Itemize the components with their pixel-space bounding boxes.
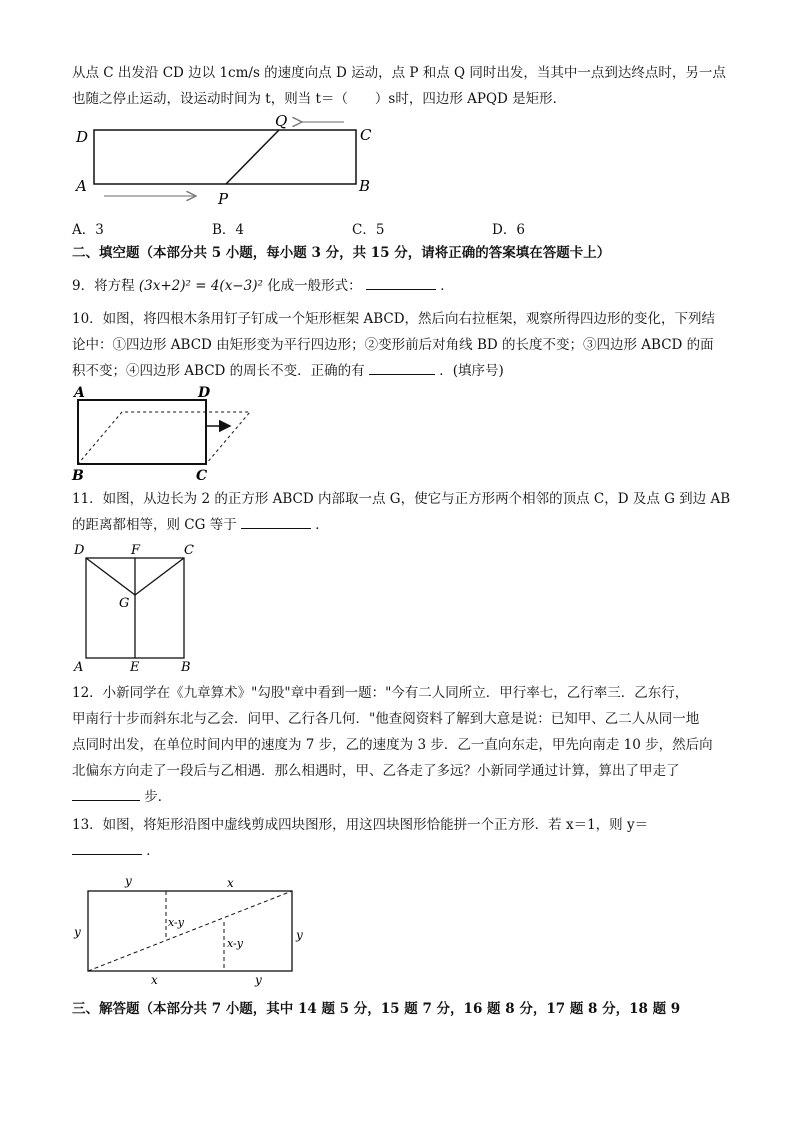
q10-line-2: 论中：①四边形 ABCD 由矩形变为平行四边形；②变形前后对角线 BD 的长度不变；③四边形 ABCD 的面 xyxy=(72,337,714,353)
q8-rectangle-figure xyxy=(72,112,382,212)
q13-answer-blank xyxy=(72,838,142,855)
q8-line-2: 也随之停止运动，设运动时间为 t，则当 t＝（ ）s时，四边形 APQD 是矩形． xyxy=(72,91,567,107)
q9-text xyxy=(72,273,722,299)
q8-label-q: Q xyxy=(275,112,288,130)
q13-label-bottom-y: y xyxy=(255,973,262,987)
q11-label-a: A xyxy=(74,660,84,675)
q13-label-top-y: y xyxy=(125,874,132,888)
q10-frame-figure xyxy=(70,384,260,484)
section-2-heading: 二、填空题（本部分共 5 小题，每小题 3 分，共 15 分，请将正确的答案填在答题卡上） xyxy=(72,245,611,261)
q11-answer-blank xyxy=(241,512,311,529)
q8-label-p: P xyxy=(218,190,229,208)
q10-answer-blank xyxy=(369,358,435,375)
q12-line-1: 12．小新同学在《九章算术》"勾股"章中看到一题："今有二人同所立．甲行率七，乙行率三．乙东行， xyxy=(72,685,689,701)
q10-rect-abcd xyxy=(78,400,206,464)
q10-label-c: C xyxy=(196,468,208,484)
q8-choice-a: A．3 xyxy=(72,222,104,238)
q12-line-2: 甲南行十步而斜东北与乙会．问甲、乙行各几何．"他查阅资料了解到大意是说：已知甲、乙二人从同一地 xyxy=(72,711,700,727)
q10-line-3a: 积不变；④四边形 ABCD 的周长不变．正确的有 xyxy=(72,363,365,379)
q11-label-g: G xyxy=(119,596,130,611)
q11-label-c: C xyxy=(184,543,194,558)
q12-line-3: 点同时出发，在单位时间内甲的速度为 7 步，乙的速度为 3 步．乙一直向东走，甲先向南走 10 步，然后向 xyxy=(72,737,713,753)
q8-line-1: 从点 C 出发沿 CD 边以 1cm/s 的速度向点 D 运动，点 P 和点 Q 同时出发，当其中一点到达终点时，另一点 xyxy=(72,65,726,81)
q8-text xyxy=(72,60,726,112)
q9-suffix: 化成一般形式： xyxy=(267,278,362,294)
q10-label-b: B xyxy=(72,468,84,484)
q10-label-a: A xyxy=(74,385,85,401)
q11-line-2a: 的距离都相等，则 CG 等于 xyxy=(72,517,237,533)
q11-line-1: 11．如图，从边长为 2 的正方形 ABCD 内部取一点 G，使它与正方形两个相邻的顶点 C，D 及点 G 到边 AB xyxy=(72,491,731,507)
q8-segment-pq xyxy=(226,130,279,184)
q8-label-b: B xyxy=(359,177,371,195)
q13-line-1: 13．如图，将矩形沿图中虚线剪成四块图形，用这四块图形恰能拼一个正方形．若 x＝1，则 y＝ xyxy=(72,817,649,833)
q11-square-figure xyxy=(70,540,210,676)
q11-line-2b: ． xyxy=(315,517,329,533)
q10-label-d: D xyxy=(198,385,211,401)
q11-label-d: D xyxy=(74,543,85,558)
q9-answer-blank xyxy=(366,273,436,290)
q13-label-mid-right: x-y xyxy=(227,937,243,950)
q12-line-5: 步． xyxy=(144,789,172,805)
q8-label-a: A xyxy=(76,177,87,195)
q9-end: ． xyxy=(440,278,454,294)
q11-text xyxy=(72,486,731,538)
q13-label-left-y: y xyxy=(74,925,81,939)
q8-choice-c: C．5 xyxy=(352,222,385,238)
q13-label-right-y: y xyxy=(296,928,303,942)
q11-segment-dg xyxy=(86,558,135,595)
q8-label-c: C xyxy=(360,126,372,144)
q12-line-4: 北偏东方向走了一段后与乙相遇．那么相遇时，甲、乙各走了多远？小新同学通过计算，算出了甲走了 xyxy=(72,763,680,779)
q13-text xyxy=(72,812,722,864)
q8-choice-d: D．6 xyxy=(492,222,525,238)
q12-answer-blank xyxy=(72,784,140,801)
q13-label-bottom-x: x xyxy=(151,973,158,987)
q12-text xyxy=(72,680,722,810)
q8-rect-abcd xyxy=(94,130,356,184)
section-3-heading: 三、解答题（本部分共 7 小题，其中 14 题 5 分，15 题 7 分，16 题 8 分，17 题 8 分，18 题 9 xyxy=(72,1001,681,1017)
q10-line-3b: ．(填序号) xyxy=(439,363,504,379)
q9-equation: (3x+2)² = 4(x−3)² xyxy=(138,278,263,294)
q10-parallelogram xyxy=(78,412,250,464)
q10-text xyxy=(72,306,722,384)
q13-cut-diagonal xyxy=(88,891,292,971)
q11-segment-cg xyxy=(135,558,184,595)
q8-label-d: D xyxy=(76,128,89,146)
q9-prefix: 9．将方程 xyxy=(72,278,135,294)
q13-line-2: ． xyxy=(146,843,160,859)
q11-label-b: B xyxy=(181,660,191,675)
q11-label-f: F xyxy=(131,543,141,558)
q13-label-mid-left: x-y xyxy=(168,916,184,929)
q13-label-top-x: x xyxy=(227,876,234,890)
q11-label-e: E xyxy=(130,660,140,675)
q13-rectangle-figure xyxy=(70,872,320,990)
q8-choice-b: B．4 xyxy=(212,222,245,238)
q10-line-1: 10．如图，将四根木条用钉子钉成一个矩形框架 ABCD，然后向右拉框架，观察所得四边形的变化，下列结 xyxy=(72,311,716,327)
